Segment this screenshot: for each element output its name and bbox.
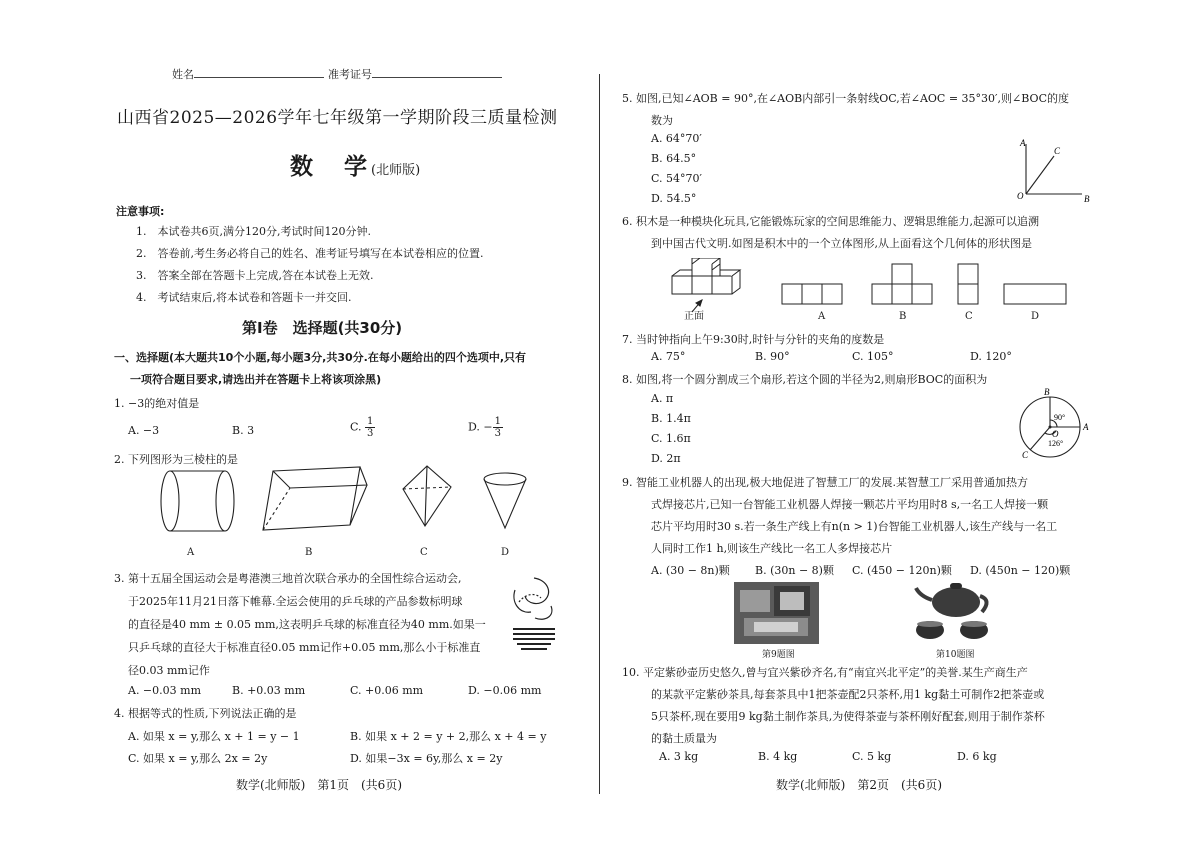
q5-option-c: C. 54°70′	[651, 172, 703, 185]
name-field	[172, 66, 324, 82]
id-field	[328, 66, 502, 82]
q6-front-label: 正面	[684, 311, 704, 322]
q9-option-d: D. (450n − 120)颗	[970, 564, 1071, 577]
q8-angle-90: 90°	[1054, 413, 1066, 422]
q1-option-c	[350, 416, 375, 439]
right-page	[622, 0, 1094, 849]
page-footer-left: 数学(北师版) 第1页 (共6页)	[236, 778, 402, 792]
q9-line: 式焊接芯片,已知一台智能工业机器人焊接一颗芯片平均用时8 s,一名工人焊接一颗	[651, 498, 1049, 511]
notice-heading: 注意事项:	[116, 205, 165, 218]
q1-c-prefix: C.	[350, 420, 366, 434]
q3-option-d: D. −0.06 mm	[468, 684, 542, 697]
q5-line: 5. 如图,已知∠AOB = 90°,在∠AOB内部引一条射线OC,若∠AOC = 35°30′,则∠BOC的度	[622, 92, 1069, 105]
q7-option-a: A. 75°	[651, 350, 686, 363]
q10-option-c: C. 5 kg	[852, 750, 892, 763]
q6-label-d: D	[1031, 311, 1040, 322]
q10-option-d: D. 6 kg	[957, 750, 997, 763]
id-label: 准考证号	[328, 68, 372, 81]
q4-stem: 4. 根据等式的性质,下列说法正确的是	[114, 707, 297, 720]
q3-option-c: C. +0.06 mm	[350, 684, 424, 697]
section-title: 第Ⅰ卷 选择题(共30分)	[242, 319, 403, 337]
q5-line: 数为	[651, 114, 673, 127]
q5-fig-label-b: B	[1084, 194, 1090, 204]
q6-top-view-options	[780, 262, 1080, 308]
q9-line: 芯片平均用时30 s.若一条生产线上有n(n > 1)台智能工业机器人,该生产线与一名工	[651, 520, 1058, 533]
q6-label-b: B	[899, 311, 907, 322]
q6-label-a: A	[818, 311, 826, 322]
q3-line: 3. 第十五届全国运动会是粤港澳三地首次联合承办的全国性综合运动会,	[114, 572, 462, 585]
q4-option-d: D. 如果−3x = 6y,那么 x = 2y	[350, 752, 503, 765]
q2-stem: 2. 下列图形为三棱柱的是	[114, 453, 238, 466]
q10-option-a: A. 3 kg	[659, 750, 699, 763]
q8-option-a: A. π	[651, 392, 674, 405]
subject-title	[290, 148, 420, 181]
q8-option-b: B. 1.4π	[651, 412, 691, 425]
q8-fig-label-b: B	[1044, 387, 1050, 397]
q1-d-fraction	[493, 416, 503, 439]
q1-option-a: A. −3	[128, 424, 160, 437]
q1-c-fraction	[365, 416, 375, 439]
q7-option-d: D. 120°	[970, 350, 1012, 363]
teapot-photo	[910, 578, 996, 644]
q7-option-b: B. 90°	[755, 350, 790, 363]
q5-option-a: A. 64°70′	[651, 132, 702, 145]
q10-option-b: B. 4 kg	[758, 750, 798, 763]
q10-line: 10. 平定紫砂壶历史悠久,曾与宜兴紫砂齐名,有“南宜兴北平定”的美誉.某生产商生产	[622, 666, 1028, 679]
q6-label-c: C	[965, 311, 973, 322]
section-instruction: 一项符合题目要求,请选出并在答题卡上将该项涂黑)	[130, 373, 382, 386]
q7-option-c: C. 105°	[852, 350, 894, 363]
q1-option-b: B. 3	[232, 424, 255, 437]
id-blank	[372, 67, 502, 78]
q8-option-c: C. 1.6π	[651, 432, 691, 445]
q6-line: 到中国古代文明.如图是积木中的一个立体图形,从上面看这个几何体的形状图是	[651, 237, 1032, 250]
q4-option-b: B. 如果 x + 2 = y + 2,那么 x + 4 = y	[350, 730, 547, 743]
q8-circle-figure	[1012, 387, 1094, 463]
q8-fig-label-o: O	[1052, 429, 1059, 439]
q3-option-a: A. −0.03 mm	[128, 684, 202, 697]
q5-angle-figure	[1014, 136, 1094, 206]
robot-photo	[734, 582, 819, 644]
fraction-numerator: 1	[494, 416, 502, 427]
q9-option-b: B. (30n − 8)颗	[755, 564, 834, 577]
q2-solid-figures	[155, 463, 545, 545]
notice-item: 2. 答卷前,考生务必将自己的姓名、准考证号填写在本试卷相应的位置.	[136, 247, 484, 260]
q3-line: 于2025年11月21日落下帷幕.全运会使用的乒乓球的产品参数标明球	[128, 595, 463, 608]
page-footer-right: 数学(北师版) 第2页 (共6页)	[776, 778, 942, 792]
q3-line: 的直径是40 mm ± 0.05 mm,这表明乒乓球的标准直径为40 mm.如果一	[128, 618, 486, 631]
q9-line: 9. 智能工业机器人的出现,极大地促进了智慧工厂的发展.某智慧工厂采用普通加热方	[622, 476, 1028, 489]
q10-line: 的黏土质量为	[651, 732, 717, 745]
fraction-denominator: 3	[494, 428, 502, 439]
fraction-numerator: 1	[367, 416, 374, 427]
q8-fig-label-a: A	[1083, 422, 1089, 432]
q6-line: 6. 积木是一种模块化玩具,它能锻炼玩家的空间思维能力、逻辑思维能力,起源可以追溯	[622, 215, 1039, 228]
q7-stem: 7. 当时钟指向上午9:30时,时针与分针的夹角的度数是	[622, 333, 885, 346]
q10-line: 5只茶杯,现在要用9 kg黏土制作茶具,为使得茶壶与茶杯刚好配套,则用于制作茶杯	[651, 710, 1045, 723]
q2-label-d: D	[501, 547, 510, 558]
q9-option-a: A. (30 − 8n)颗	[651, 564, 730, 577]
name-blank	[194, 67, 324, 78]
fig9-caption: 第9题图	[762, 650, 795, 660]
page-divider	[599, 74, 600, 794]
q5-option-d: D. 54.5°	[651, 192, 697, 205]
teapot-photo-drawing	[910, 578, 996, 644]
q8-angle-126: 126°	[1048, 439, 1064, 448]
q6-block-solid	[670, 258, 750, 320]
subject-name: 数 学	[290, 154, 371, 180]
q5-option-b: B. 64.5°	[651, 152, 697, 165]
q9-option-c: C. (450 − 120n)颗	[852, 564, 952, 577]
name-label: 姓名	[172, 68, 194, 81]
fraction-denominator: 3	[367, 428, 374, 439]
q1-stem: 1. −3的绝对值是	[114, 397, 200, 410]
section-instruction: 一、选择题(本大题共10个小题,每小题3分,共30分.在每小题给出的四个选项中,只有	[114, 351, 527, 364]
q8-stem: 8. 如图,将一个圆分割成三个扇形,若这个圆的半径为2,则扇形BOC的面积为	[622, 373, 988, 386]
fig10-caption: 第10题图	[936, 650, 975, 660]
robot-photo-drawing	[734, 582, 819, 644]
exam-title: 山西省2025—2026学年七年级第一学期阶段三质量检测	[117, 108, 558, 128]
games-emblem-image	[505, 572, 563, 654]
q2-label-b: B	[305, 547, 313, 558]
q5-fig-label-a: A	[1020, 138, 1026, 148]
q8-fig-label-c: C	[1022, 450, 1029, 460]
q1-option-d	[468, 416, 503, 439]
q5-fig-label-c: C	[1054, 146, 1061, 156]
q2-label-c: C	[420, 547, 428, 558]
q3-option-b: B. +0.03 mm	[232, 684, 306, 697]
q4-option-c: C. 如果 x = y,那么 2x = 2y	[128, 752, 268, 765]
q5-fig-label-o: O	[1017, 191, 1024, 201]
q1-d-prefix: D. −	[468, 420, 493, 434]
q4-option-a: A. 如果 x = y,那么 x + 1 = y − 1	[128, 730, 300, 743]
notice-item: 1. 本试卷共6页,满分120分,考试时间120分钟.	[136, 225, 371, 238]
q3-line: 径0.03 mm记作	[128, 664, 210, 677]
q9-line: 人同时工作1 h,则该生产线比一名工人多焊接芯片	[651, 542, 893, 555]
q10-line: 的某款平定紫砂茶具,每套茶具中1把茶壶配2只茶杯,用1 kg黏土可制作2把茶壶或	[651, 688, 1045, 701]
edition-label: (北师版)	[371, 163, 421, 178]
left-page	[100, 0, 580, 849]
notice-item: 4. 考试结束后,将本试卷和答题卡一并交回.	[136, 291, 352, 304]
notice-item: 3. 答案全部在答题卡上完成,答在本试卷上无效.	[136, 269, 374, 282]
q3-line: 只乒乓球的直径大于标准直径0.05 mm记作+0.05 mm,那么小于标准直	[128, 641, 481, 654]
q8-option-d: D. 2π	[651, 452, 681, 465]
q2-label-a: A	[187, 547, 195, 558]
